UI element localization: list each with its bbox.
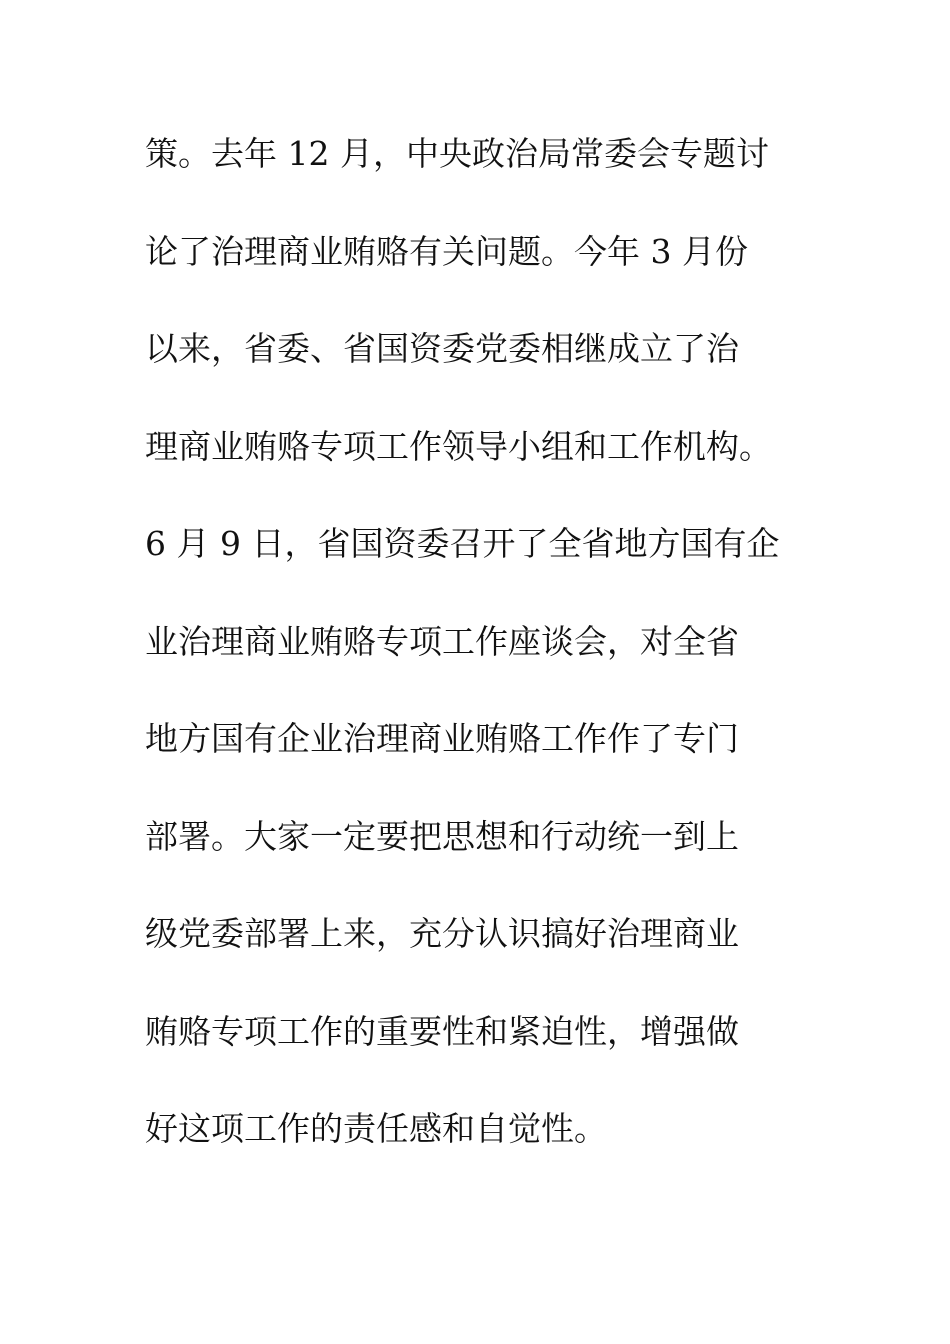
text-line: 理商业贿赂专项工作领导小组和工作机构。 xyxy=(145,426,772,466)
body-paragraph xyxy=(145,128,825,1201)
text-line: 以来，省委、省国资委党委相继成立了治 xyxy=(145,329,739,368)
text-line: 地方国有企业治理商业贿赂工作作了专门 xyxy=(145,719,739,758)
text-line: 部署。大家一定要把思想和行动统一到上 xyxy=(145,816,739,856)
text-line: 级党委部署上来，充分认识搞好治理商业 xyxy=(145,914,739,953)
text-line: 贿赂专项工作的重要性和紧迫性，增强做 xyxy=(145,1011,739,1051)
text-line: 业治理商业贿赂专项工作座谈会，对全省 xyxy=(145,621,739,661)
text-line: 策。去年 12 月，中央政治局常委会专题讨 xyxy=(145,134,769,173)
text-line: 好这项工作的责任感和自觉性。 xyxy=(145,1109,607,1148)
text-line: 论了治理商业贿赂有关问题。今年 3 月份 xyxy=(145,231,748,271)
text-line: 6 月 9 日，省国资委召开了全省地方国有企 xyxy=(145,524,780,563)
